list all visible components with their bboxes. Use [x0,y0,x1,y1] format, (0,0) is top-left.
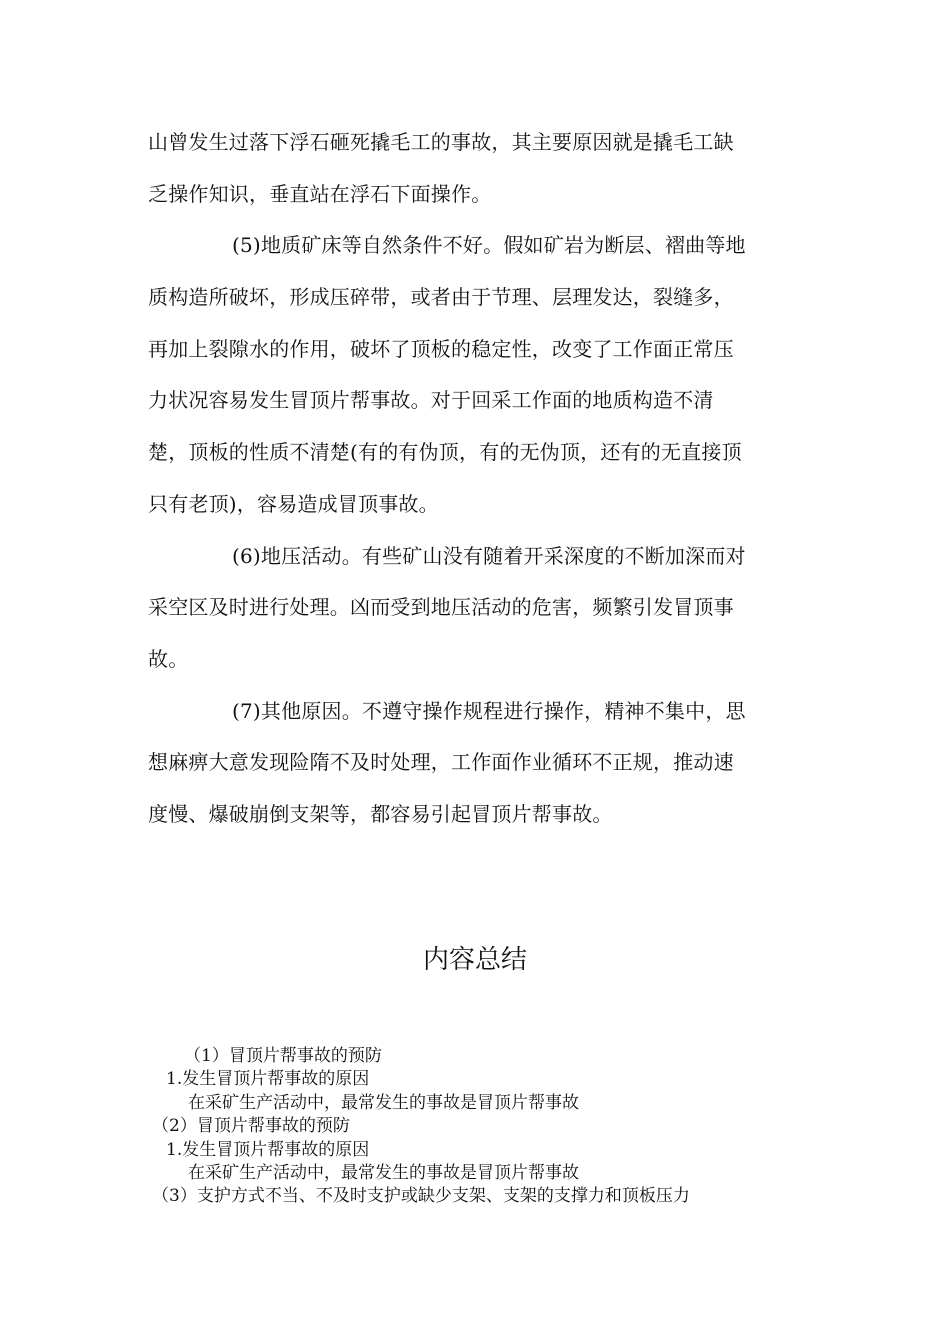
body-text [148,117,808,841]
summary-line: （2）冒顶片帮事故的预防 [152,1116,350,1137]
paragraph-line: 山曾发生过落下浮石砸死撬毛工的事故，其主要原因就是撬毛工缺 [148,130,734,154]
summary-line: （1）冒顶片帮事故的预防 [184,1046,382,1066]
paragraph-line: 故。 [148,646,189,671]
summary-line: 1.发生冒顶片帮事故的原因 [166,1069,370,1090]
summary-title: 内容总结 [422,945,527,975]
paragraph-line: 采空区及时进行处理。凶而受到地压活动的危害，频繁引发冒顶事 [148,595,734,620]
paragraph-line: 力状况容易发生冒顶片帮事故。对于回采工作面的地质构造不清 [148,388,714,413]
paragraph-line: 想麻痹大意发现险隋不及时处理，工作面作业循环不正规，推动速 [148,750,734,775]
paragraph-line: 楚，顶板的性质不清楚(有的有伪顶，有的无伪顶，还有的无直接顶 [148,440,742,465]
summary-line: 在采矿生产活动中，最常发生的事故是冒顶片帮事故 [188,1092,579,1113]
paragraph-line: 质构造所破坏，形成压碎带，或者由于节理、层理发达，裂缝多， [148,285,734,310]
paragraph-line: 度慢、爆破崩倒支架等，都容易引起冒顶片帮事故。 [148,801,613,826]
paragraph-line: 乏操作知识，垂直站在浮石下面操作。 [148,181,492,206]
paragraph-line: (7)其他原因。不遵守操作规程进行操作，精神不集中，思 [232,698,746,723]
paragraph-line: (6)地压活动。有些矿山没有随着开采深度的不断加深而对 [232,543,746,568]
summary-line: （3）支护方式不当、不及时支护或缺少支架、支架的支撑力和顶板压力 [152,1186,690,1207]
summary-line: 1.发生冒顶片帮事故的原因 [166,1139,370,1160]
paragraph-line: 只有老顶)，容易造成冒顶事故。 [148,491,439,516]
paragraph-line: (5)地质矿床等自然条件不好。假如矿岩为断层、褶曲等地 [232,233,746,258]
summary-list [148,1045,848,1209]
summary-line: 在采矿生产活动中，最常发生的事故是冒顶片帮事故 [188,1162,579,1183]
paragraph-line: 再加上裂隙水的作用，破坏了顶板的稳定性，改变了工作面正常压 [148,336,734,361]
